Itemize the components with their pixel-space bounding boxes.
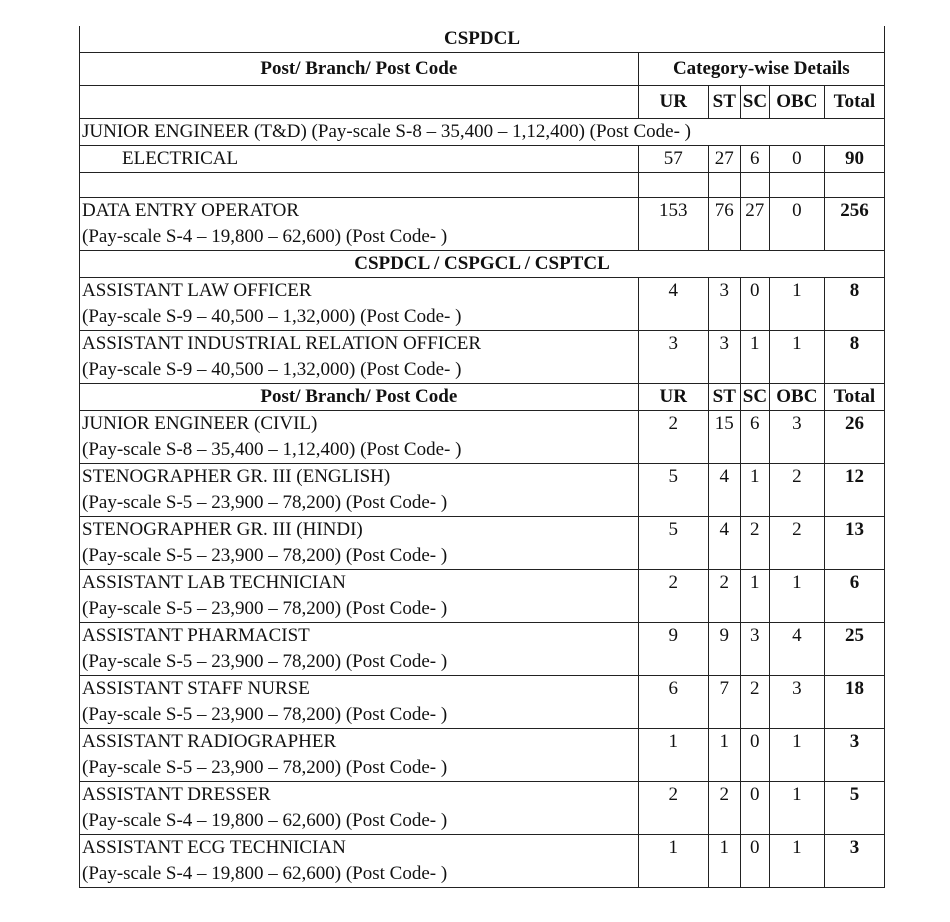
cell-total: 13 [824, 517, 884, 570]
je-td-row: JUNIOR ENGINEER (T&D) (Pay-scale S-8 – 35,400 – 1,12,400) (Post Code- ) [80, 119, 885, 146]
post-name: ASSISTANT STAFF NURSE [82, 678, 310, 699]
table-row [80, 676, 885, 729]
col-sc: SC [740, 86, 769, 119]
cell-sc: 27 [740, 198, 769, 251]
post-payscale: (Pay-scale S-8 – 35,400 – 1,12,400) (Post Code- ) [82, 439, 462, 460]
post-name: ASSISTANT ECG TECHNICIAN [82, 837, 346, 858]
table-row [80, 517, 885, 570]
col2-sc: SC [740, 384, 769, 411]
cell-st: 3 [708, 278, 740, 331]
cell-ur: 2 [638, 570, 708, 623]
cell-st: 1 [708, 729, 740, 782]
cell-st: 76 [708, 198, 740, 251]
cell-obc: 4 [769, 623, 824, 676]
post-payscale: (Pay-scale S-9 – 40,500 – 1,32,000) (Post Code- ) [82, 306, 462, 327]
cell-total: 3 [824, 729, 884, 782]
post-payscale: (Pay-scale S-9 – 40,500 – 1,32,000) (Post Code- ) [82, 359, 462, 380]
header-empty [80, 86, 639, 119]
cell-st: 9 [708, 623, 740, 676]
post-name: ASSISTANT LAB TECHNICIAN [82, 572, 346, 593]
cell-ur: 3 [638, 331, 708, 384]
table-row [80, 464, 885, 517]
cell-total: 18 [824, 676, 884, 729]
cell-sc: 6 [740, 146, 769, 173]
cell-total: 12 [824, 464, 884, 517]
col-st: ST [708, 86, 740, 119]
cell-st: 2 [708, 782, 740, 835]
table-row [80, 835, 885, 888]
cell-obc: 1 [769, 782, 824, 835]
table-row-deo [80, 198, 885, 251]
cell-st: 4 [708, 464, 740, 517]
post-name: STENOGRAPHER GR. III (HINDI) [82, 519, 363, 540]
cell-sc: 2 [740, 676, 769, 729]
cell-ur: 5 [638, 464, 708, 517]
table-row [80, 278, 885, 331]
cell-ur: 57 [638, 146, 708, 173]
cell-total: 26 [824, 411, 884, 464]
cell-total: 6 [824, 570, 884, 623]
header-post: Post/ Branch/ Post Code [80, 53, 639, 86]
table-row [80, 623, 885, 676]
col2-obc: OBC [769, 384, 824, 411]
post-name: ASSISTANT LAW OFFICER [82, 280, 312, 301]
cell-ur: 1 [638, 835, 708, 888]
post-name: ASSISTANT DRESSER [82, 784, 271, 805]
cell-sc: 0 [740, 729, 769, 782]
cell-sc: 0 [740, 278, 769, 331]
cell-total: 90 [824, 146, 884, 173]
cell-st: 3 [708, 331, 740, 384]
col2-total: Total [824, 384, 884, 411]
col-total: Total [824, 86, 884, 119]
cell-st: 4 [708, 517, 740, 570]
table-row [80, 570, 885, 623]
post-name: DATA ENTRY OPERATOR [82, 200, 300, 221]
cell-ur: 5 [638, 517, 708, 570]
col2-ur: UR [638, 384, 708, 411]
cell-sc: 1 [740, 464, 769, 517]
post-payscale: (Pay-scale S-4 – 19,800 – 62,600) (Post Code- ) [82, 226, 448, 247]
cell-st: 15 [708, 411, 740, 464]
post-name: ELECTRICAL [122, 148, 239, 169]
cell-sc: 0 [740, 782, 769, 835]
cell-ur: 9 [638, 623, 708, 676]
post-payscale: (Pay-scale S-4 – 19,800 – 62,600) (Post Code- ) [82, 810, 448, 831]
cell-sc: 0 [740, 835, 769, 888]
cell-obc: 2 [769, 517, 824, 570]
vacancy-table-wrapper [79, 26, 885, 888]
post-payscale: (Pay-scale S-5 – 23,900 – 78,200) (Post Code- ) [82, 757, 448, 778]
post-payscale: (Pay-scale S-5 – 23,900 – 78,200) (Post Code- ) [82, 651, 448, 672]
table-row [80, 411, 885, 464]
post-payscale: (Pay-scale S-5 – 23,900 – 78,200) (Post Code- ) [82, 598, 448, 619]
cell-obc: 3 [769, 676, 824, 729]
cell-total: 8 [824, 331, 884, 384]
cell-ur: 4 [638, 278, 708, 331]
post-name: JUNIOR ENGINEER (CIVIL) [82, 413, 318, 434]
section-title-cspdcl: CSPDCL [80, 26, 885, 53]
header-category-details: Category-wise Details [638, 53, 884, 86]
col2-st: ST [708, 384, 740, 411]
cell-sc: 2 [740, 517, 769, 570]
cell-obc: 1 [769, 331, 824, 384]
cell-total: 5 [824, 782, 884, 835]
cell-st: 7 [708, 676, 740, 729]
col-obc: OBC [769, 86, 824, 119]
cell-sc: 1 [740, 331, 769, 384]
cell-ur: 2 [638, 782, 708, 835]
cell-sc: 1 [740, 570, 769, 623]
cell-obc: 1 [769, 278, 824, 331]
cell-obc: 1 [769, 835, 824, 888]
cell-ur: 1 [638, 729, 708, 782]
cell-sc: 3 [740, 623, 769, 676]
cell-sc: 6 [740, 411, 769, 464]
vacancy-table [79, 26, 885, 888]
table-row-electrical [80, 146, 885, 173]
post-name: ASSISTANT INDUSTRIAL RELATION OFFICER [82, 333, 482, 354]
cell-obc: 0 [769, 146, 824, 173]
post-name: ASSISTANT RADIOGRAPHER [82, 731, 337, 752]
cell-obc: 1 [769, 570, 824, 623]
post-name: STENOGRAPHER GR. III (ENGLISH) [82, 466, 391, 487]
cell-obc: 1 [769, 729, 824, 782]
section-title-combined: CSPDCL / CSPGCL / CSPTCL [80, 251, 885, 278]
col-ur: UR [638, 86, 708, 119]
cell-obc: 2 [769, 464, 824, 517]
rows-section-a [80, 278, 885, 384]
blank-row [80, 173, 885, 198]
table-row [80, 729, 885, 782]
table-row [80, 331, 885, 384]
cell-obc: 3 [769, 411, 824, 464]
rows-section-b [80, 411, 885, 888]
cell-st: 27 [708, 146, 740, 173]
post-payscale: (Pay-scale S-5 – 23,900 – 78,200) (Post Code- ) [82, 704, 448, 725]
post-payscale: (Pay-scale S-5 – 23,900 – 78,200) (Post Code- ) [82, 492, 448, 513]
cell-total: 256 [824, 198, 884, 251]
post-payscale: (Pay-scale S-5 – 23,900 – 78,200) (Post Code- ) [82, 545, 448, 566]
post-name: ASSISTANT PHARMACIST [82, 625, 310, 646]
cell-ur: 6 [638, 676, 708, 729]
cell-ur: 2 [638, 411, 708, 464]
cell-total: 3 [824, 835, 884, 888]
cell-total: 25 [824, 623, 884, 676]
cell-obc: 0 [769, 198, 824, 251]
header2-post: Post/ Branch/ Post Code [80, 384, 639, 411]
cell-total: 8 [824, 278, 884, 331]
table-row [80, 782, 885, 835]
cell-ur: 153 [638, 198, 708, 251]
cell-st: 2 [708, 570, 740, 623]
cell-st: 1 [708, 835, 740, 888]
post-payscale: (Pay-scale S-4 – 19,800 – 62,600) (Post Code- ) [82, 863, 448, 884]
